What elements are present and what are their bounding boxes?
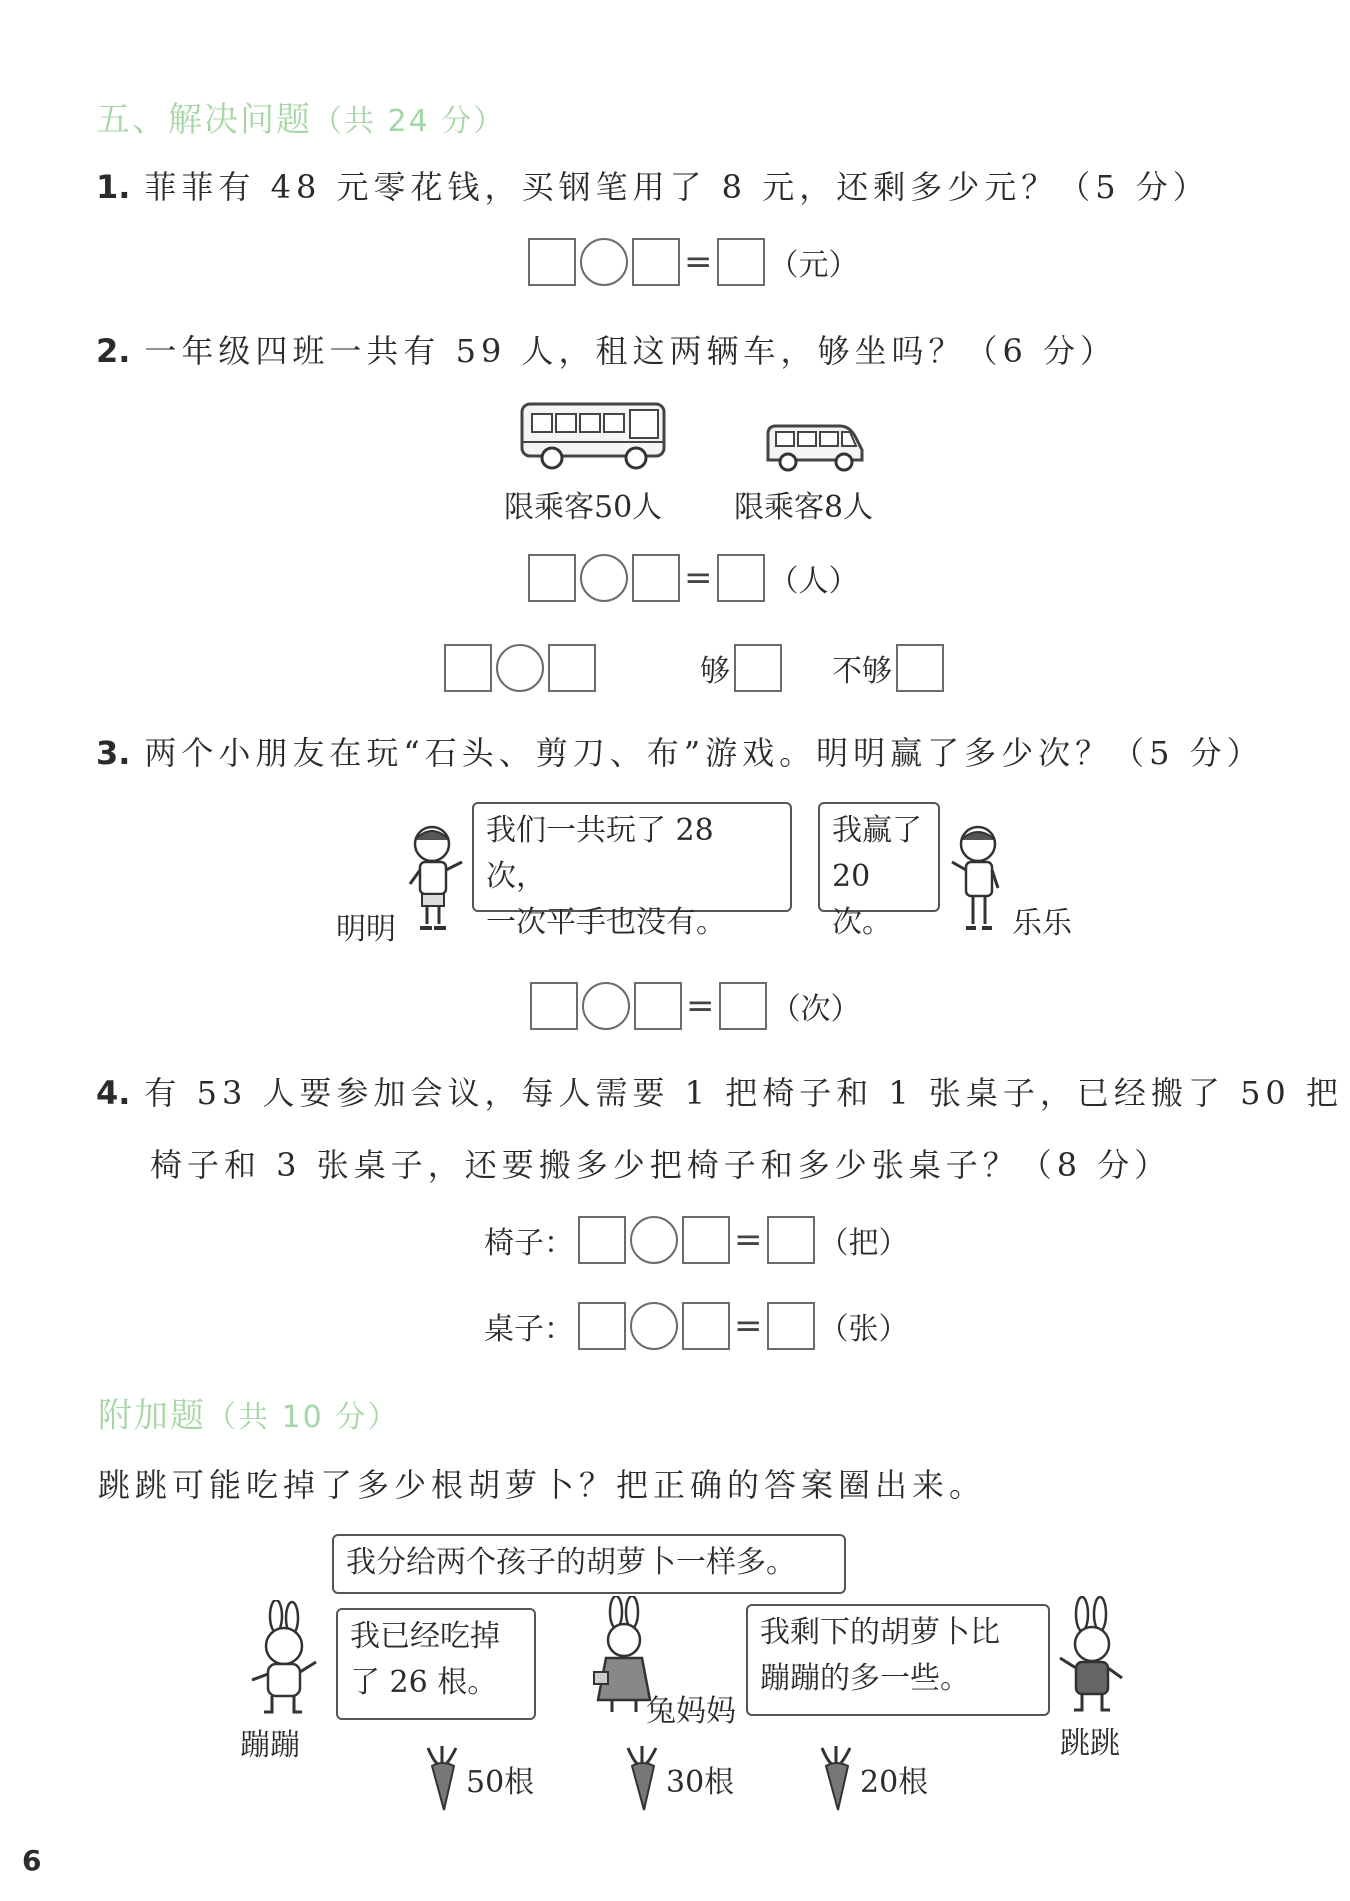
question-4-line-1: 4. 有 53 人要参加会议，每人需要 1 把椅子和 1 张桌子，已经搬了 50 把 bbox=[96, 1074, 1343, 1112]
operator-circle[interactable] bbox=[630, 1302, 678, 1350]
question-4-line-2: 椅子和 3 张桌子，还要搬多少把椅子和多少张桌子？（8 分） bbox=[150, 1146, 1172, 1184]
bus-illustration bbox=[518, 396, 672, 472]
mingming-name: 明明 bbox=[336, 912, 396, 947]
bengbeng-speech-bubble: 我已经吃掉 了 26 根。 bbox=[336, 1608, 536, 1720]
answer-box[interactable] bbox=[528, 554, 576, 602]
lele-illustration bbox=[946, 822, 1010, 934]
option-30[interactable]: 30根 bbox=[620, 1744, 734, 1814]
question-3: 3. 两个小朋友在玩“石头、剪刀、布”游戏。明明赢了多少次？（5 分） bbox=[96, 734, 1264, 772]
mingming-speech-bubble: 我们一共玩了 28 次， 一次平手也没有。 bbox=[472, 802, 792, 912]
bengbeng-rabbit-illustration bbox=[238, 1600, 324, 1720]
answer-box[interactable] bbox=[634, 982, 682, 1030]
answer-box[interactable] bbox=[578, 1216, 626, 1264]
operator-circle[interactable] bbox=[630, 1216, 678, 1264]
answer-box[interactable] bbox=[767, 1216, 815, 1264]
tiaotiao-speech-bubble: 我剩下的胡萝卜比 蹦蹦的多一些。 bbox=[746, 1604, 1050, 1716]
carrot-icon bbox=[814, 1744, 860, 1814]
carrot-icon bbox=[620, 1744, 666, 1814]
operator-circle[interactable] bbox=[496, 644, 544, 692]
q3-equation: = （次） bbox=[530, 982, 861, 1030]
bengbeng-name: 蹦蹦 bbox=[240, 1728, 300, 1763]
mother-name: 兔妈妈 bbox=[646, 1694, 736, 1729]
equals-sign: = bbox=[686, 986, 715, 1026]
carrot-icon bbox=[420, 1744, 466, 1814]
bus-label: 限乘客50人 bbox=[504, 490, 663, 525]
bonus-question: 跳跳可能吃掉了多少根胡萝卜？把正确的答案圈出来。 bbox=[98, 1466, 987, 1504]
answer-box[interactable] bbox=[444, 644, 492, 692]
q2-comparison bbox=[444, 644, 596, 692]
q2-equation: = （人） bbox=[528, 554, 859, 602]
operator-circle[interactable] bbox=[580, 554, 628, 602]
table-equation: 桌子： = （张） bbox=[484, 1302, 909, 1350]
answer-box[interactable] bbox=[717, 554, 765, 602]
answer-box[interactable] bbox=[548, 644, 596, 692]
q1-equation: = （元） bbox=[528, 238, 859, 286]
not-enough-choice: 不够 bbox=[832, 644, 944, 692]
answer-box[interactable] bbox=[682, 1302, 730, 1350]
option-50[interactable]: 50根 bbox=[420, 1744, 534, 1814]
lele-name: 乐乐 bbox=[1012, 906, 1072, 941]
answer-box[interactable] bbox=[767, 1302, 815, 1350]
van-label: 限乘客8人 bbox=[734, 490, 874, 525]
answer-box[interactable] bbox=[632, 554, 680, 602]
operator-circle[interactable] bbox=[580, 238, 628, 286]
answer-box[interactable] bbox=[632, 238, 680, 286]
answer-box[interactable] bbox=[719, 982, 767, 1030]
equals-sign: = bbox=[734, 1306, 763, 1346]
option-20[interactable]: 20根 bbox=[814, 1744, 928, 1814]
page-number: 6 bbox=[22, 1844, 42, 1877]
equals-sign: = bbox=[684, 242, 713, 282]
enough-box[interactable] bbox=[734, 644, 782, 692]
not-enough-box[interactable] bbox=[896, 644, 944, 692]
lele-speech-bubble: 我赢了 20 次。 bbox=[818, 802, 940, 912]
enough-choice: 够 bbox=[700, 644, 782, 692]
tiaotiao-name: 跳跳 bbox=[1060, 1726, 1120, 1761]
mother-speech-bubble: 我分给两个孩子的胡萝卜一样多。 bbox=[332, 1534, 846, 1594]
section-title: 五、解决问题（共 24 分） bbox=[96, 100, 506, 140]
answer-box[interactable] bbox=[578, 1302, 626, 1350]
mingming-illustration bbox=[404, 822, 468, 934]
answer-box[interactable] bbox=[682, 1216, 730, 1264]
tiaotiao-rabbit-illustration bbox=[1052, 1596, 1130, 1720]
answer-box[interactable] bbox=[717, 238, 765, 286]
answer-box[interactable] bbox=[528, 238, 576, 286]
question-2: 2. 一年级四班一共有 59 人，租这两辆车，够坐吗？（6 分） bbox=[96, 332, 1118, 370]
van-illustration bbox=[764, 420, 866, 474]
operator-circle[interactable] bbox=[582, 982, 630, 1030]
question-1: 1. 菲菲有 48 元零花钱，买钢笔用了 8 元，还剩多少元？（5 分） bbox=[96, 168, 1210, 206]
bonus-title: 附加题（共 10 分） bbox=[98, 1396, 400, 1436]
equals-sign: = bbox=[684, 558, 713, 598]
equals-sign: = bbox=[734, 1220, 763, 1260]
chair-equation: 椅子： = （把） bbox=[484, 1216, 909, 1264]
answer-box[interactable] bbox=[530, 982, 578, 1030]
